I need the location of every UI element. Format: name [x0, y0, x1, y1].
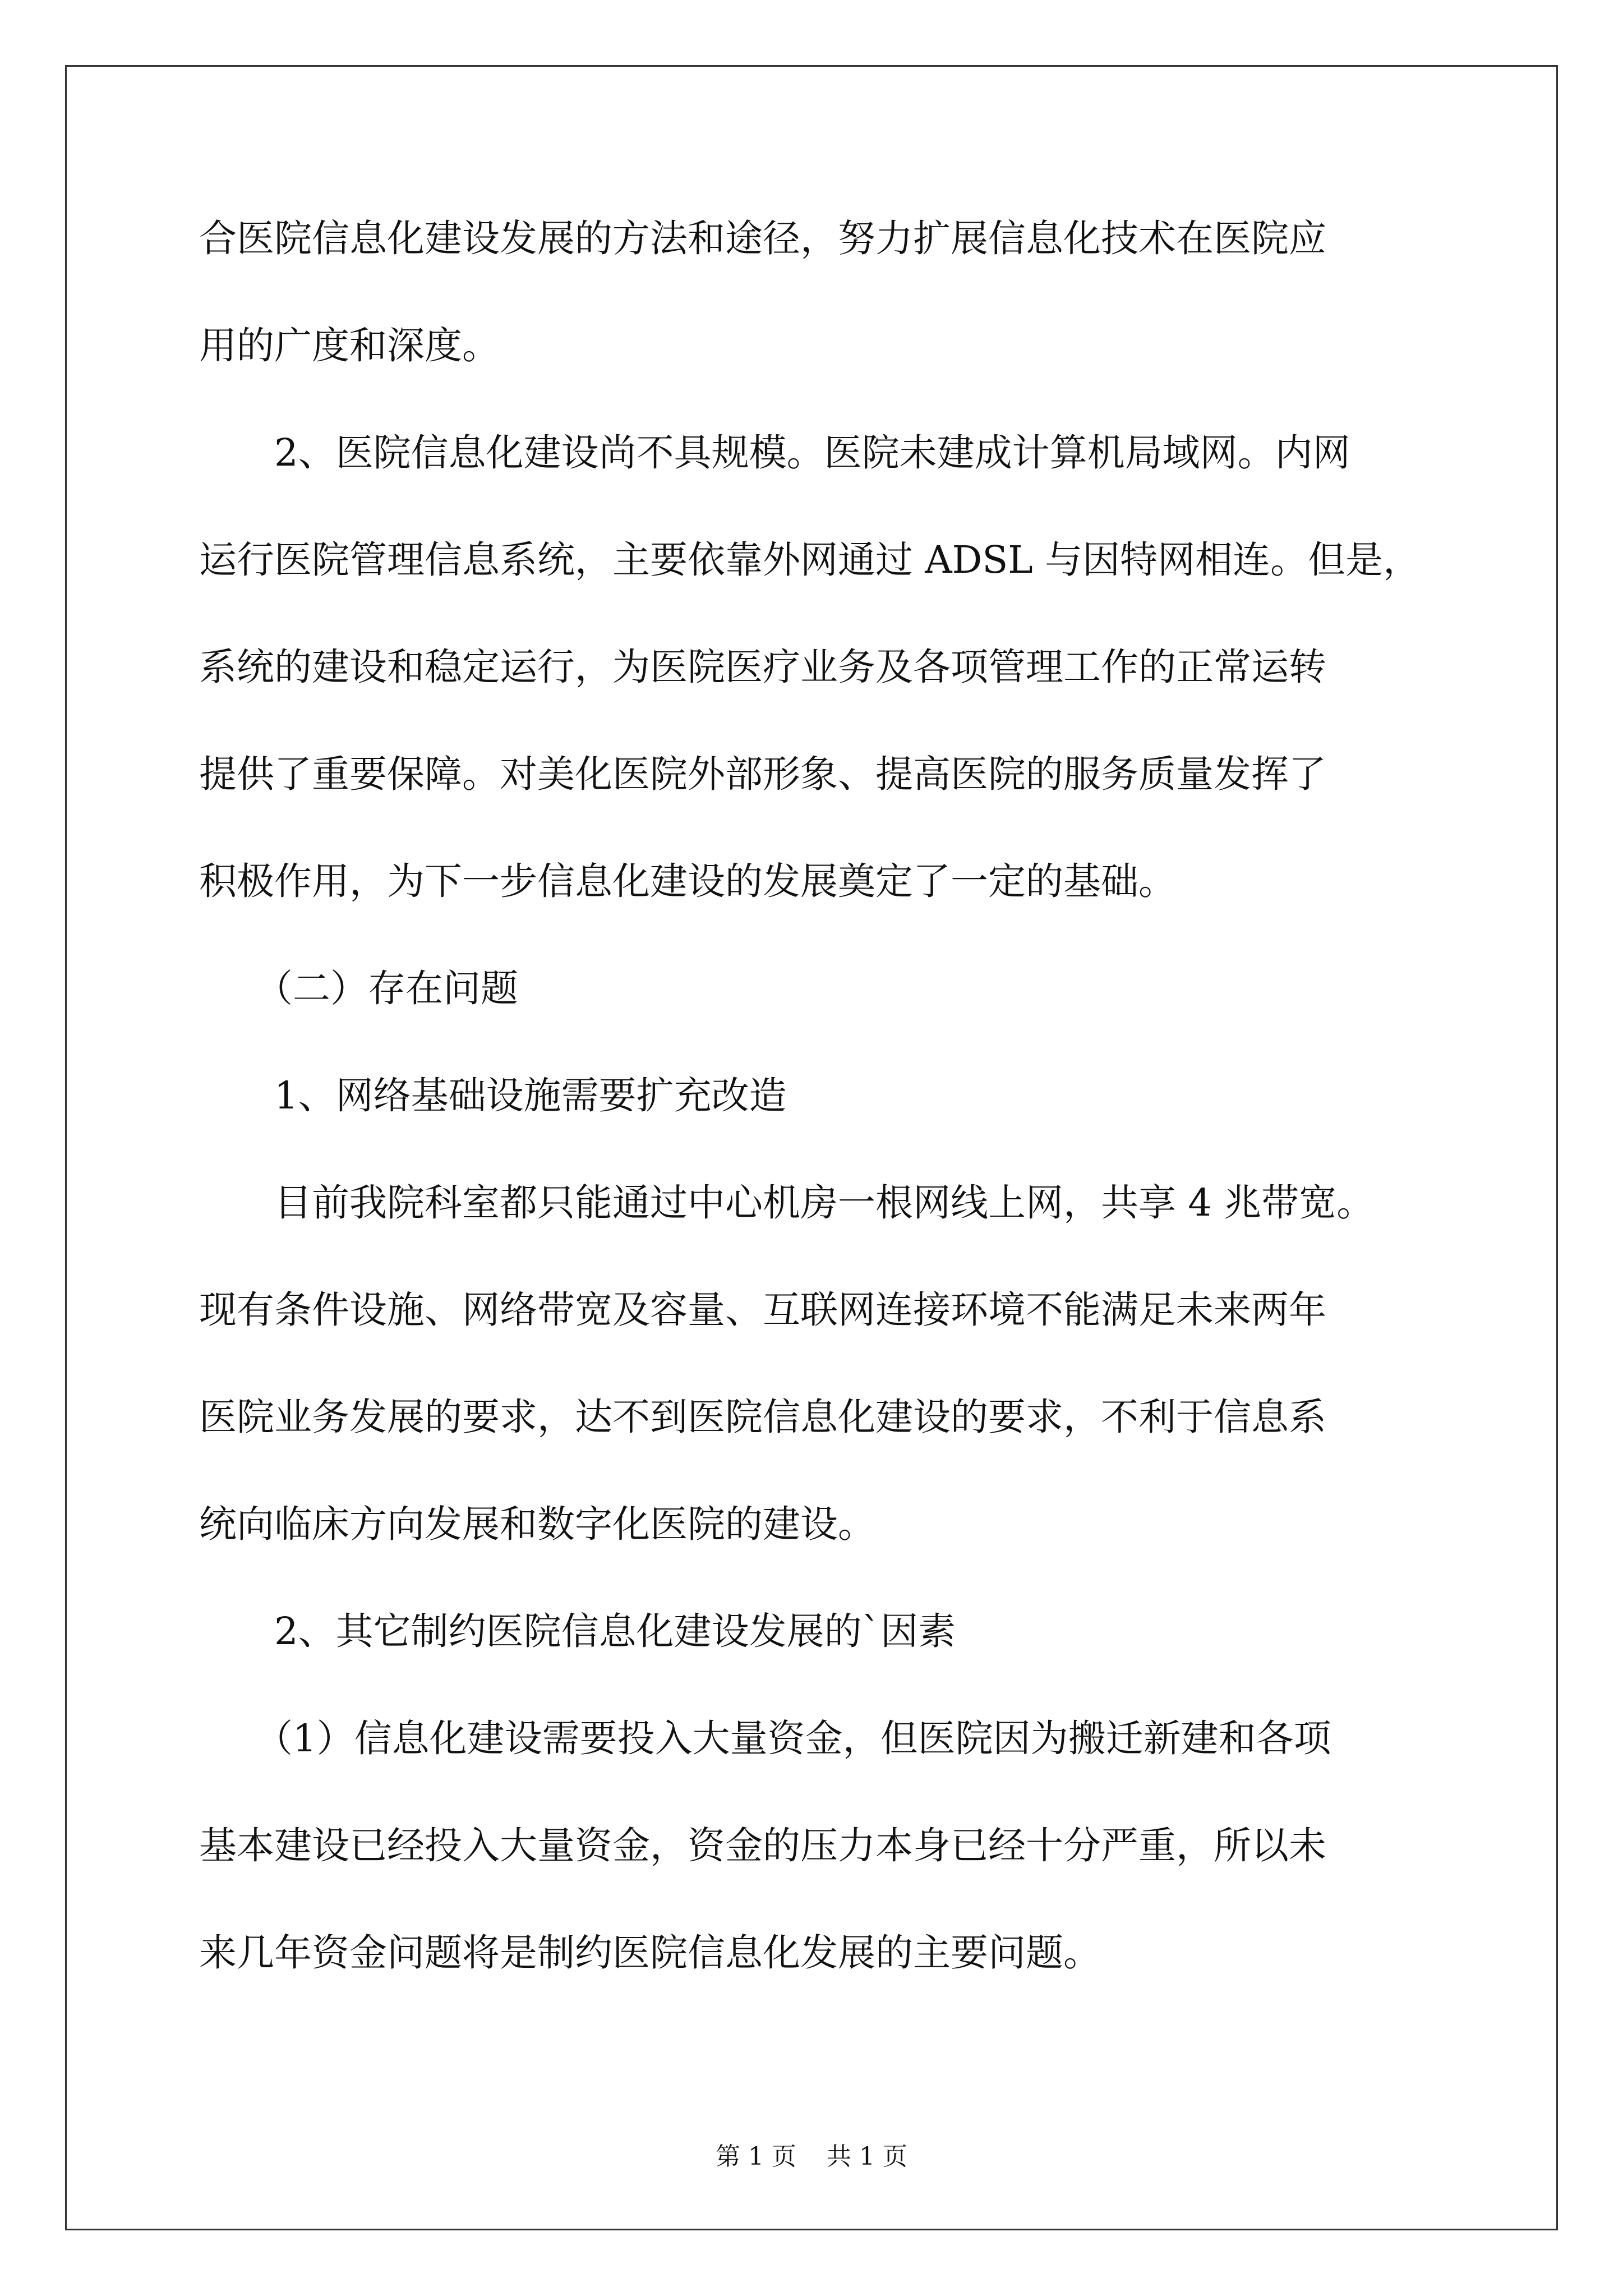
text-line: 提供了重要保障。对美化医院外部形象、提高医院的服务质量发挥了 — [199, 752, 1326, 796]
page-number: 第 1 页 — [716, 2142, 796, 2171]
text-line: 基本建设已经投入大量资金，资金的压力本身已经十分严重，所以未 — [199, 1824, 1326, 1867]
paragraph-start-line: （1）信息化建设需要投入大量资金，但医院因为搬迁新建和各项 — [255, 1717, 1331, 1760]
paragraph-start-line: 目前我院科室都只能通过中心机房一根网线上网，共享 4 兆带宽。 — [274, 1181, 1375, 1225]
text-line: 统向临床方向发展和数字化医院的建设。 — [199, 1502, 875, 1546]
subsection-heading: 2、其它制约医院信息化建设发展的`因素 — [274, 1609, 956, 1653]
text-line: 用的广度和深度。 — [199, 324, 500, 367]
page-footer — [0, 2143, 1623, 2171]
subsection-heading: 1、网络基础设施需要扩充改造 — [274, 1074, 787, 1117]
text-line: 积极作用，为下一步信息化建设的发展奠定了一定的基础。 — [199, 859, 1176, 903]
paragraph-start-line: 2、医院信息化建设尚不具规模。医院未建成计算机局域网。内网 — [274, 431, 1350, 475]
text-line: 运行医院管理信息系统，主要依靠外网通过 ADSL 与因特网相连。但是， — [199, 538, 1421, 582]
text-line: 来几年资金问题将是制约医院信息化发展的主要问题。 — [199, 1931, 1101, 1975]
text-line: 现有条件设施、网络带宽及容量、互联网连接环境不能满足未来两年 — [199, 1288, 1326, 1332]
page-total: 共 1 页 — [827, 2142, 907, 2171]
text-line: 医院业务发展的要求，达不到医院信息化建设的要求，不利于信息系 — [199, 1395, 1326, 1439]
text-line: 合医院信息化建设发展的方法和途径，努力扩展信息化技术在医院应 — [199, 217, 1326, 260]
document-body — [199, 213, 1433, 2035]
text-line: 系统的建设和稳定运行，为医院医疗业务及各项管理工作的正常运转 — [199, 645, 1326, 689]
section-heading: （二）存在问题 — [255, 967, 518, 1010]
